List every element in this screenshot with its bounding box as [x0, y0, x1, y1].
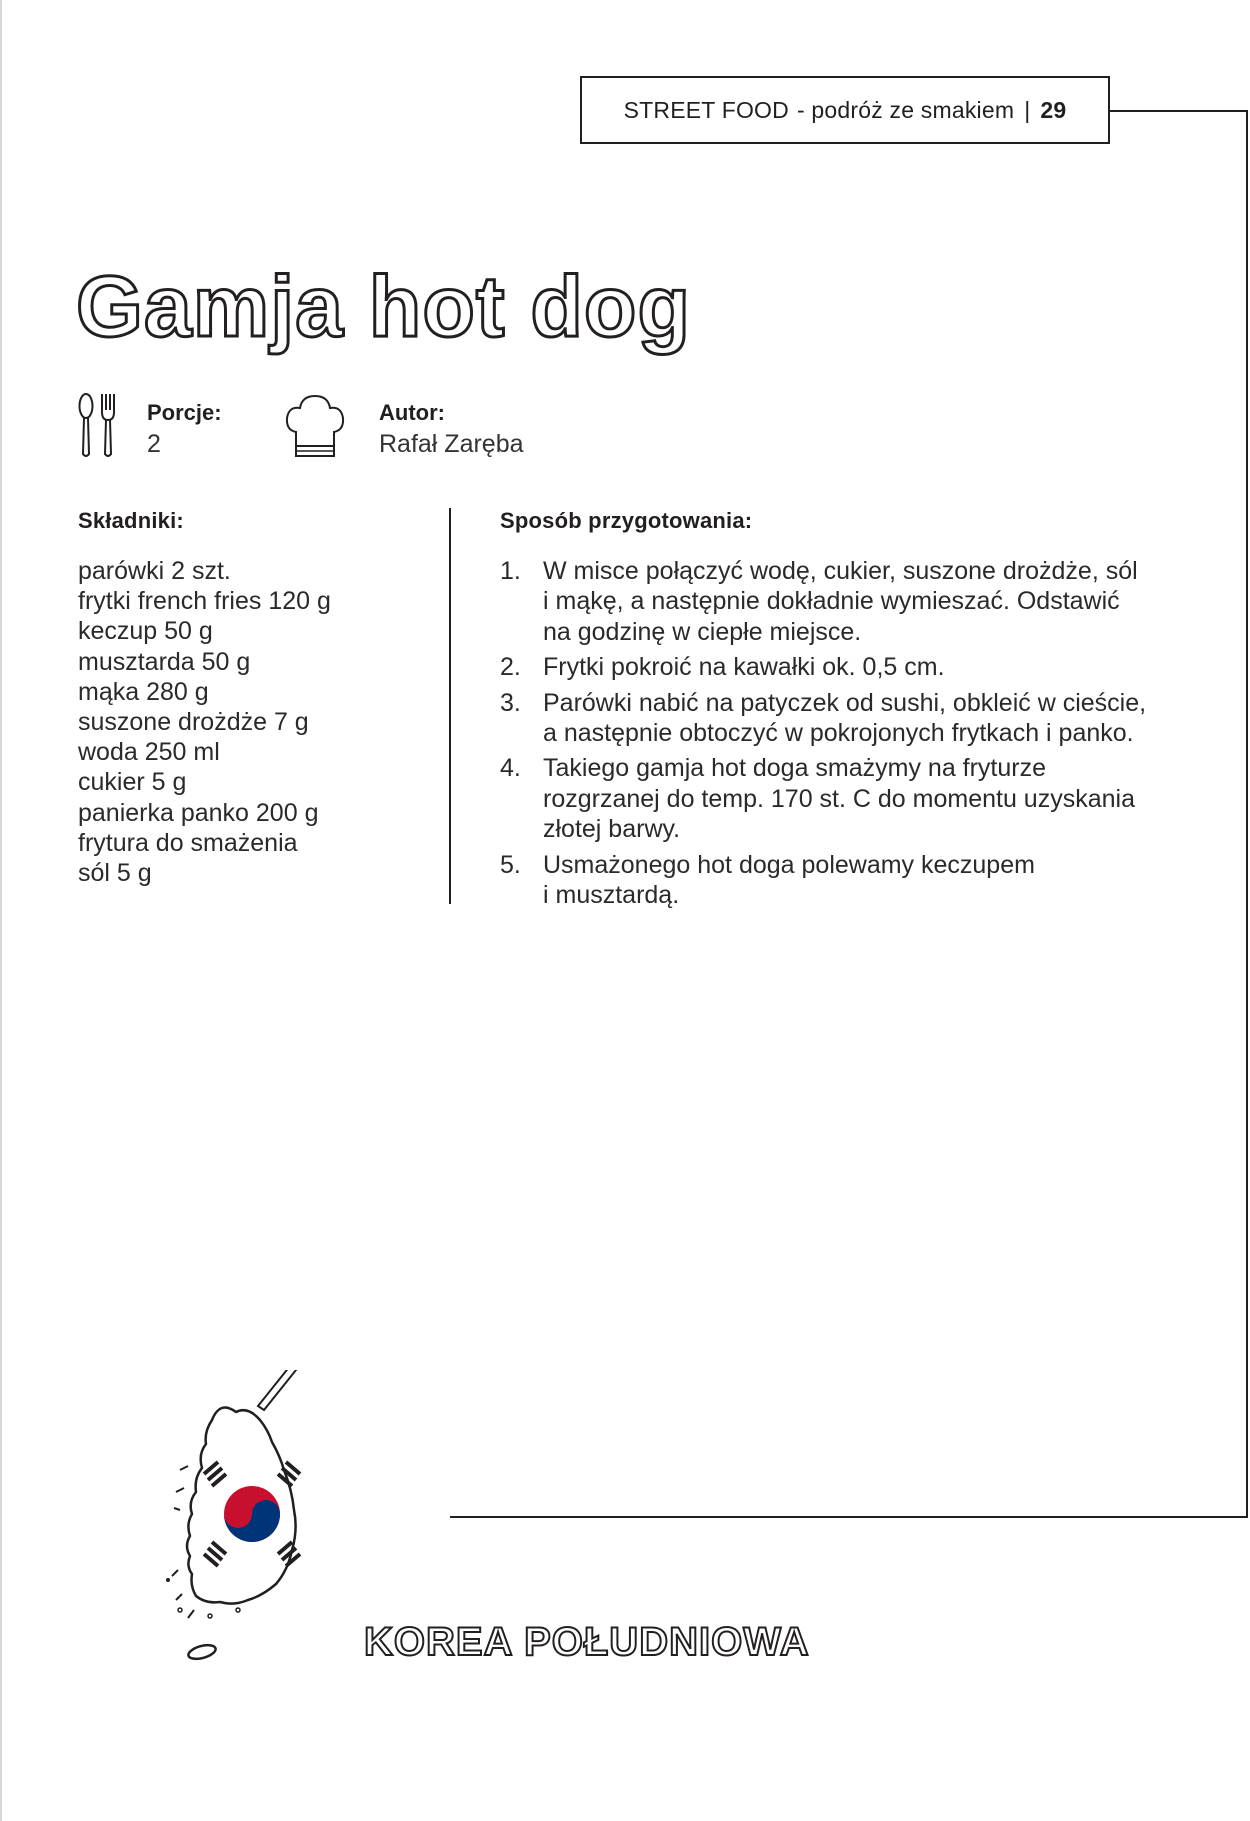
step-text [543, 652, 1220, 682]
ingredient-item: mąka 280 g [78, 677, 209, 706]
step-number: 2. [500, 653, 521, 682]
ingredients-list [78, 556, 331, 888]
ingredient-item: frytki french fries 120 g [78, 587, 331, 616]
ingredient-item: sól 5 g [78, 859, 152, 888]
preparation-step [500, 652, 1220, 682]
page-number: 29 [1040, 96, 1067, 123]
step-line: na godzinę w ciepłe miejsce. [543, 617, 862, 646]
recipe-title: Gamja hot dog [76, 259, 691, 355]
preparation-step [500, 753, 1220, 844]
step-line: a następnie obtoczyć w pokrojonych frytkach i panko. [543, 719, 1134, 748]
ingredient-item: frytura do smażenia [78, 828, 298, 857]
header-separator: | [1024, 96, 1031, 123]
preparation-step [500, 556, 1220, 647]
preparation-steps [500, 556, 1220, 915]
ingredient-item: woda 250 ml [78, 738, 220, 767]
step-number: 4. [500, 754, 521, 783]
page-edge [0, 0, 2, 1821]
step-line: W misce połączyć wodę, cukier, suszone drożdże, sól [543, 557, 1138, 585]
step-line: Takiego gamja hot doga smażymy na fryturze [543, 754, 1047, 783]
author-value: Rafał Zaręba [379, 430, 524, 458]
ingredient-item: cukier 5 g [78, 768, 187, 797]
cutlery-icon [76, 392, 118, 465]
step-line: i musztardą. [543, 881, 680, 910]
servings-label: Porcje: [147, 400, 222, 425]
step-line: Frytki pokroić na kawałki ok. 0,5 cm. [543, 653, 945, 682]
step-line: rozgrzanej do temp. 170 st. C do momentu uzyskania [543, 784, 1135, 813]
frame-line-top [1108, 110, 1248, 112]
servings-value: 2 [147, 430, 161, 458]
ingredient-item: keczup 50 g [78, 617, 213, 646]
ingredient-item: suszone drożdże 7 g [78, 708, 309, 737]
ingredient-item: panierka panko 200 g [78, 798, 319, 827]
ingredient-item: musztarda 50 g [78, 647, 251, 676]
ingredient-item: parówki 2 szt. [78, 557, 231, 585]
header-subtitle: - podróż ze smakiem [796, 96, 1015, 123]
preparation-step [500, 688, 1220, 749]
step-number: 5. [500, 850, 521, 879]
frame-line-right [1246, 110, 1248, 1518]
step-text [543, 688, 1220, 749]
step-number: 3. [500, 688, 521, 717]
step-line: Usmażonego hot doga polewamy keczupem [543, 850, 1035, 879]
preparation-heading: Sposób przygotowania: [500, 508, 753, 533]
frame-line-bottom [450, 1516, 1248, 1518]
running-header [580, 76, 1110, 144]
header-brand: STREET FOOD [623, 96, 789, 123]
chef-hat-icon [284, 392, 346, 465]
author-label: Autor: [379, 400, 445, 425]
country-name: KOREA POŁUDNIOWA [364, 1620, 810, 1664]
preparation-step [500, 850, 1220, 911]
step-line: i mąkę, a następnie dokładnie wymieszać. Odstawić [543, 587, 1120, 616]
step-line: Parówki nabić na patyczek od sushi, obkleić w cieście, [543, 688, 1147, 717]
step-text [543, 850, 1220, 911]
step-line: złotej barwy. [543, 815, 681, 844]
step-text [543, 753, 1220, 844]
step-number: 1. [500, 557, 521, 585]
step-text [543, 556, 1220, 647]
column-divider [449, 508, 451, 904]
ingredients-heading: Składniki: [78, 508, 184, 533]
korea-map-illustration [150, 1370, 330, 1675]
